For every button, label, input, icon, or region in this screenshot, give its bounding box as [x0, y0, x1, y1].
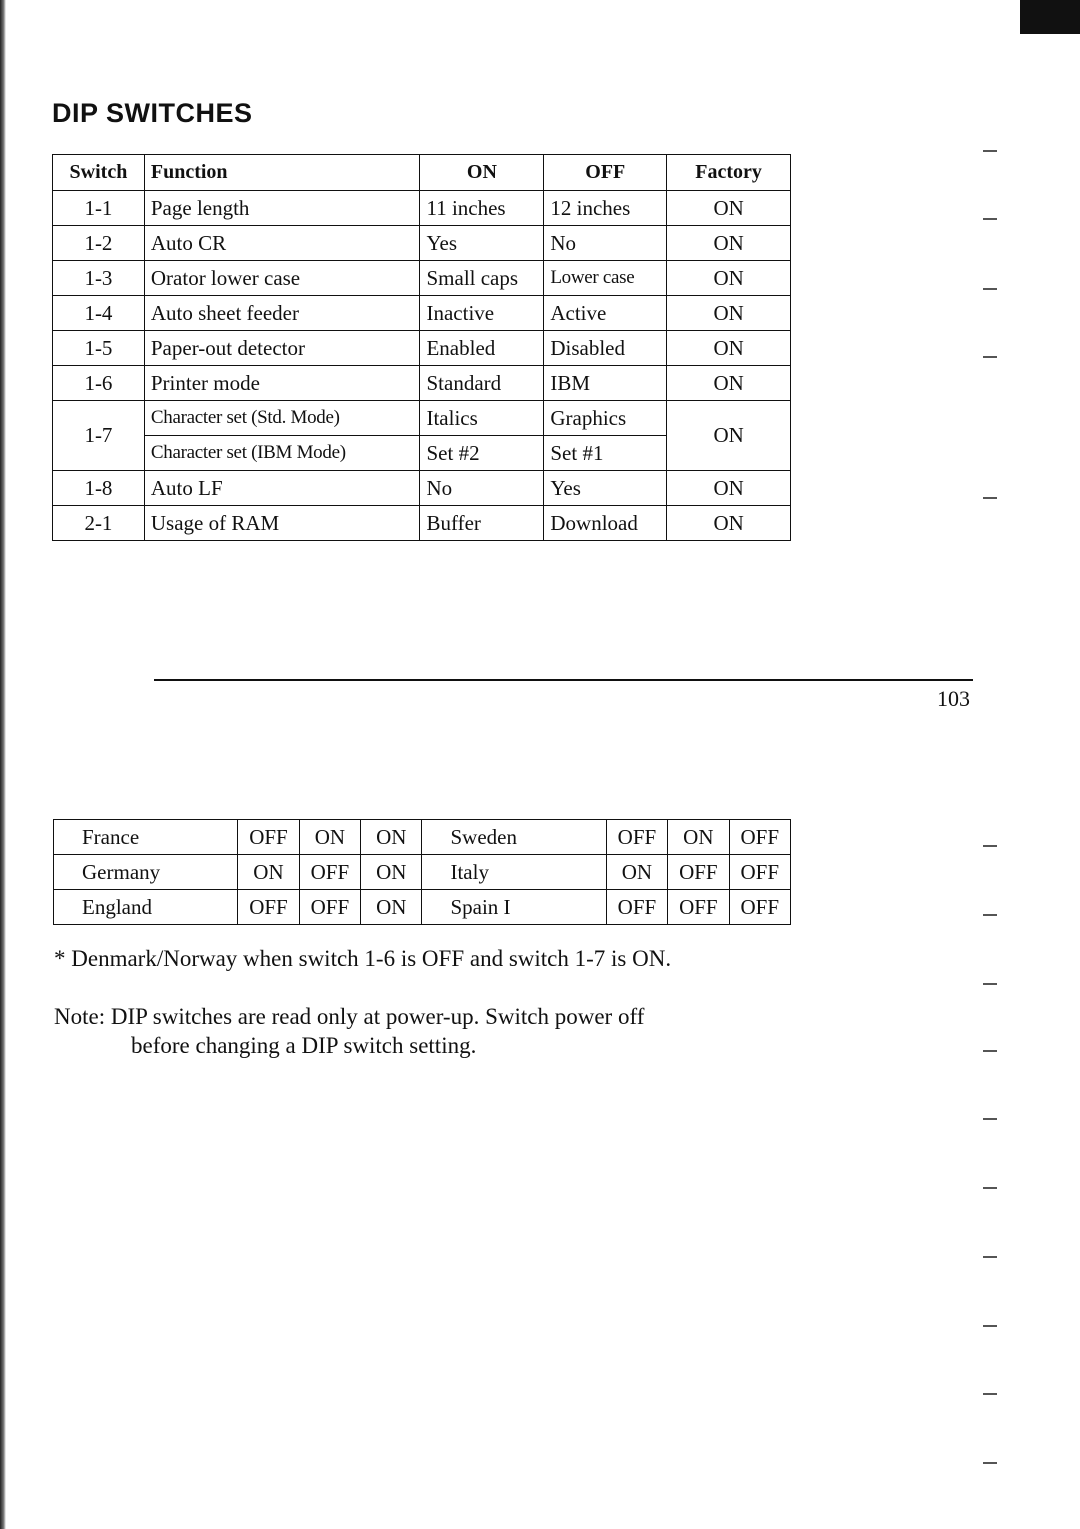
table-row: [54, 820, 791, 855]
factory-cell: ON: [667, 331, 791, 366]
function-cell: Auto LF: [144, 471, 420, 506]
table-row: [53, 331, 791, 366]
on-cell: No: [420, 471, 544, 506]
off-cell: Graphics: [544, 401, 667, 436]
on-cell: Enabled: [420, 331, 544, 366]
on-cell: Inactive: [420, 296, 544, 331]
table-row: [53, 471, 791, 506]
on-cell: Small caps: [420, 261, 544, 296]
off-cell: Lower case: [544, 261, 667, 296]
function-cell: Usage of RAM: [144, 506, 420, 541]
off-cell: Yes: [544, 471, 667, 506]
header-factory: Factory: [667, 155, 791, 191]
switch-value: ON: [606, 855, 667, 890]
off-cell: Disabled: [544, 331, 667, 366]
switch-cell: 1-4: [53, 296, 145, 331]
switch-cell: 1-1: [53, 191, 145, 226]
country-name: Italy: [422, 855, 606, 890]
factory-cell: ON: [667, 296, 791, 331]
table-row: [54, 855, 791, 890]
page-number: 103: [937, 686, 970, 711]
table-row: [53, 191, 791, 226]
switch-cell: 2-1: [53, 506, 145, 541]
country-name: Spain I: [422, 890, 606, 925]
country-name: Germany: [54, 855, 238, 890]
switch-cell: 1-6: [53, 366, 145, 401]
switch-value: OFF: [238, 820, 299, 855]
switch-value: ON: [238, 855, 299, 890]
function-cell: Character set (Std. Mode): [144, 401, 420, 436]
country-name: England: [54, 890, 238, 925]
note-line-1: Note: DIP switches are read only at power-up. Switch power off: [54, 1004, 645, 1029]
dip-switch-table: [52, 154, 791, 541]
switch-value: ON: [361, 855, 422, 890]
note-line-2: before changing a DIP switch setting.: [131, 1033, 477, 1058]
factory-cell: ON: [667, 471, 791, 506]
on-cell: Standard: [420, 366, 544, 401]
on-cell: Buffer: [420, 506, 544, 541]
note: [54, 1002, 814, 1060]
scan-tick: [983, 150, 997, 152]
switch-value: OFF: [606, 820, 667, 855]
switch-cell: 1-2: [53, 226, 145, 261]
switch-cell: 1-3: [53, 261, 145, 296]
table-row: [53, 401, 791, 436]
country-name: France: [54, 820, 238, 855]
scan-tick: [983, 1256, 997, 1258]
switch-value: OFF: [668, 855, 729, 890]
off-cell: Download: [544, 506, 667, 541]
table-row: [54, 890, 791, 925]
table-row: [53, 296, 791, 331]
off-cell: IBM: [544, 366, 667, 401]
switch-value: ON: [361, 890, 422, 925]
factory-cell: ON: [667, 261, 791, 296]
switch-value: OFF: [729, 890, 790, 925]
scan-tick: [983, 1325, 997, 1327]
table-header-row: [53, 155, 791, 191]
function-cell: Page length: [144, 191, 420, 226]
switch-value: OFF: [299, 855, 360, 890]
scan-tick: [983, 1462, 997, 1464]
header-off: OFF: [544, 155, 667, 191]
function-cell: Auto sheet feeder: [144, 296, 420, 331]
switch-cell: 1-7: [53, 401, 145, 471]
table-row: [53, 261, 791, 296]
header-function: Function: [144, 155, 420, 191]
scan-tick: [983, 218, 997, 220]
switch-value: OFF: [668, 890, 729, 925]
factory-cell: ON: [667, 366, 791, 401]
page-heading: DIP SWITCHES: [52, 98, 253, 128]
country-name: Sweden: [422, 820, 606, 855]
function-cell: Orator lower case: [144, 261, 420, 296]
on-cell: Set #2: [420, 436, 544, 471]
switch-value: OFF: [238, 890, 299, 925]
scan-tick: [983, 1050, 997, 1052]
switch-cell: 1-5: [53, 331, 145, 366]
table-row: [53, 506, 791, 541]
factory-cell: ON: [667, 191, 791, 226]
on-cell: Italics: [420, 401, 544, 436]
factory-cell: ON: [667, 226, 791, 261]
scan-tick: [983, 497, 997, 499]
country-switch-table: [53, 819, 791, 925]
table-row: [53, 226, 791, 261]
function-cell: Printer mode: [144, 366, 420, 401]
function-cell: Paper-out detector: [144, 331, 420, 366]
scan-tick: [983, 1118, 997, 1120]
off-cell: No: [544, 226, 667, 261]
footnote: * Denmark/Norway when switch 1-6 is OFF and switch 1-7 is ON.: [54, 946, 672, 971]
scan-edge: [0, 0, 6, 1529]
switch-value: OFF: [729, 820, 790, 855]
scan-tick: [983, 1187, 997, 1189]
factory-cell: ON: [667, 401, 791, 471]
factory-cell: ON: [667, 506, 791, 541]
scan-tick: [983, 983, 997, 985]
on-cell: 11 inches: [420, 191, 544, 226]
function-cell: Character set (IBM Mode): [144, 436, 420, 471]
switch-value: OFF: [299, 890, 360, 925]
table-row: [53, 366, 791, 401]
function-cell: Auto CR: [144, 226, 420, 261]
on-cell: Yes: [420, 226, 544, 261]
scan-tick: [983, 845, 997, 847]
switch-value: OFF: [606, 890, 667, 925]
switch-value: OFF: [729, 855, 790, 890]
scan-tick: [983, 914, 997, 916]
switch-value: ON: [361, 820, 422, 855]
off-cell: 12 inches: [544, 191, 667, 226]
header-switch: Switch: [53, 155, 145, 191]
scan-tick: [983, 288, 997, 290]
footer-rule: [154, 679, 973, 681]
switch-value: ON: [299, 820, 360, 855]
switch-value: ON: [668, 820, 729, 855]
scan-tick: [983, 1393, 997, 1395]
off-cell: Active: [544, 296, 667, 331]
scan-tick: [983, 356, 997, 358]
scan-corner: [1020, 0, 1080, 34]
switch-cell: 1-8: [53, 471, 145, 506]
header-on: ON: [420, 155, 544, 191]
off-cell: Set #1: [544, 436, 667, 471]
